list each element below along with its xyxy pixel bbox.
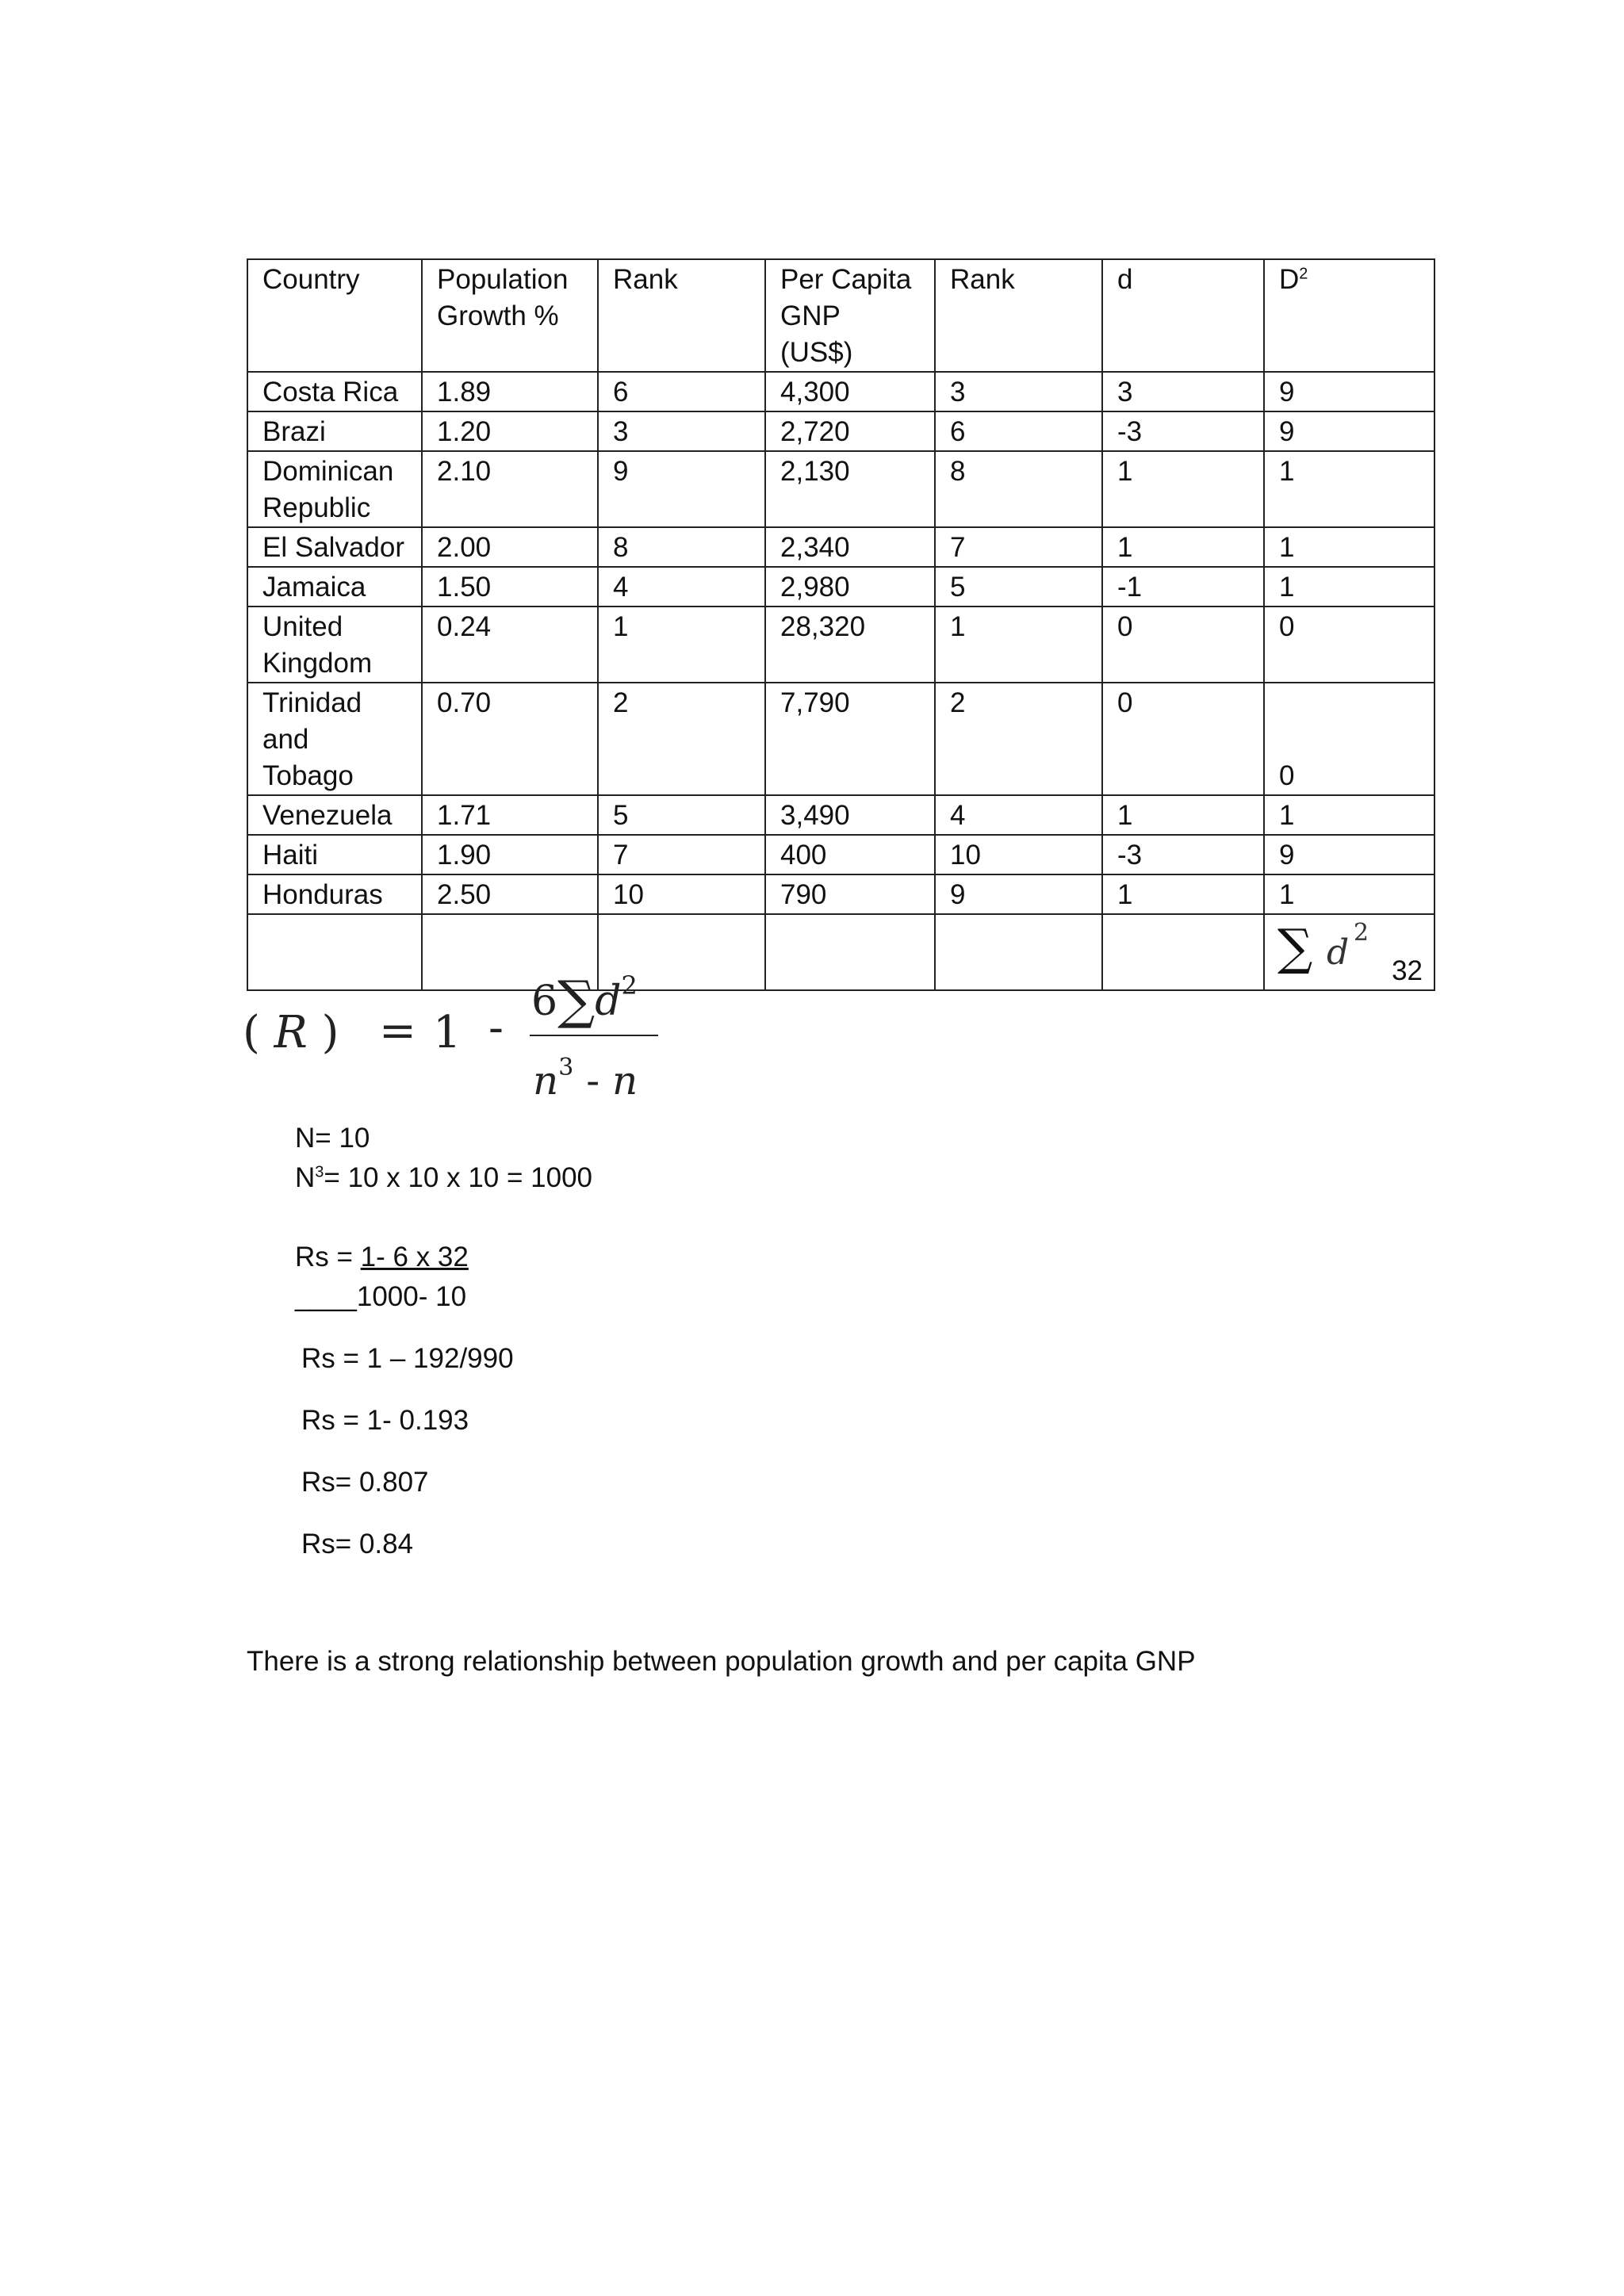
cell-d: -1	[1102, 567, 1264, 607]
header-rank-population: Rank	[598, 259, 765, 372]
cell-country: Jamaica	[247, 567, 422, 607]
cell-rank-gnp: 7	[935, 527, 1102, 567]
calc-step-1: Rs = 1 – 192/990	[301, 1343, 514, 1374]
formula-lhs	[243, 1009, 339, 1057]
cell-rank-gnp: 6	[935, 411, 1102, 451]
denominator-var1: n	[533, 1058, 559, 1104]
cell-rank-gnp: 2	[935, 683, 1102, 795]
cell-d: 1	[1102, 874, 1264, 914]
header-country: Country	[247, 259, 422, 372]
cell-d: -3	[1102, 835, 1264, 874]
cell-rank-gnp: 10	[935, 835, 1102, 874]
formula-lhs-var: R	[274, 1007, 308, 1058]
rs-numerator: 1- 6 x 32	[360, 1242, 469, 1272]
table-row	[247, 411, 1434, 451]
cell-d-squared: 9	[1264, 372, 1434, 411]
cell-rank-population: 5	[598, 795, 765, 835]
formula-lhs-open: (	[243, 1007, 274, 1058]
table-row	[247, 607, 1434, 683]
cell-country: Trinidad and Tobago	[247, 683, 422, 795]
sigma-symbol: ∑	[1277, 918, 1313, 976]
cell-d: 0	[1102, 683, 1264, 795]
formula-one: 1	[433, 1007, 462, 1058]
cell-population-growth: 1.50	[422, 567, 598, 607]
calc-step-3: Rs= 0.807	[301, 1467, 429, 1498]
ranking-table	[247, 258, 1435, 991]
cell-rank-gnp: 9	[935, 874, 1102, 914]
cell-d: 3	[1102, 372, 1264, 411]
cell-d: 0	[1102, 607, 1264, 683]
numerator-variable: d	[595, 978, 622, 1025]
numerator-sigma: ∑	[557, 970, 596, 1031]
cell-per-capita-gnp: 4,300	[765, 372, 935, 411]
header-population-growth: Population Growth %	[422, 259, 598, 372]
table-row	[247, 835, 1434, 874]
cell-country: Haiti	[247, 835, 422, 874]
cell-rank-population: 4	[598, 567, 765, 607]
n-line: N= 10	[295, 1123, 370, 1154]
denominator-minus: -	[573, 1058, 612, 1104]
rs-denominator-line	[295, 1280, 466, 1314]
cell-population-growth: 2.50	[422, 874, 598, 914]
table-row	[247, 795, 1434, 835]
cell-per-capita-gnp: 3,490	[765, 795, 935, 835]
cell-country: United Kingdom	[247, 607, 422, 683]
cell-rank-population: 1	[598, 607, 765, 683]
n-cubed-line	[295, 1161, 592, 1196]
cell-per-capita-gnp: 28,320	[765, 607, 935, 683]
cell-d-squared: 1	[1264, 795, 1434, 835]
formula-numerator	[531, 962, 638, 1031]
rs-prefix: Rs =	[295, 1242, 361, 1272]
formula-equals: =	[379, 1005, 416, 1057]
cell-d: 1	[1102, 527, 1264, 567]
table-row	[247, 451, 1434, 527]
cell-d-squared: 9	[1264, 835, 1434, 874]
calc-step-2: Rs = 1- 0.193	[301, 1405, 469, 1436]
fraction-bar	[530, 1035, 658, 1036]
formula-denominator	[533, 1044, 638, 1104]
cell-population-growth: 0.70	[422, 683, 598, 795]
n-cubed-exp: 3	[315, 1163, 324, 1181]
formula-lhs-close: )	[307, 1007, 339, 1058]
header-per-capita-gnp: Per Capita GNP (US$)	[765, 259, 935, 372]
header-d: d	[1102, 259, 1264, 372]
calc-step-4: Rs= 0.84	[301, 1529, 414, 1559]
table-row	[247, 372, 1434, 411]
cell-rank-population: 3	[598, 411, 765, 451]
cell-population-growth: 1.20	[422, 411, 598, 451]
cell-rank-gnp: 1	[935, 607, 1102, 683]
sum-empty-cell	[935, 914, 1102, 990]
sum-d-squared-cell	[1264, 914, 1434, 990]
cell-rank-gnp: 4	[935, 795, 1102, 835]
sum-empty-cell	[1102, 914, 1264, 990]
cell-population-growth: 1.89	[422, 372, 598, 411]
cell-rank-gnp: 8	[935, 451, 1102, 527]
cell-d-squared: 1	[1264, 567, 1434, 607]
cell-d-squared: 9	[1264, 411, 1434, 451]
numerator-exponent: 2	[621, 970, 638, 1001]
cell-country: Brazi	[247, 411, 422, 451]
n-cubed-base: N	[295, 1162, 316, 1193]
sum-variable: d	[1327, 932, 1350, 973]
cell-population-growth: 2.10	[422, 451, 598, 527]
cell-per-capita-gnp: 400	[765, 835, 935, 874]
cell-country: Honduras	[247, 874, 422, 914]
table-row	[247, 683, 1434, 795]
cell-country: Venezuela	[247, 795, 422, 835]
cell-rank-population: 10	[598, 874, 765, 914]
cell-rank-gnp: 3	[935, 372, 1102, 411]
formula-minus: -	[488, 1002, 504, 1054]
header-d-squared-base: D	[1279, 264, 1300, 295]
cell-per-capita-gnp: 2,340	[765, 527, 935, 567]
rs-denominator-blank: ____	[295, 1281, 357, 1312]
denominator-var2: n	[611, 1058, 638, 1104]
cell-per-capita-gnp: 790	[765, 874, 935, 914]
cell-rank-population: 8	[598, 527, 765, 567]
table-row	[247, 527, 1434, 567]
cell-d-squared: 0	[1264, 607, 1434, 683]
cell-rank-population: 2	[598, 683, 765, 795]
numerator-coefficient: 6	[531, 978, 558, 1025]
cell-population-growth: 1.90	[422, 835, 598, 874]
cell-d-squared: 0	[1264, 683, 1434, 795]
cell-population-growth: 2.00	[422, 527, 598, 567]
header-d-squared	[1264, 259, 1434, 372]
cell-country: El Salvador	[247, 527, 422, 567]
cell-d-squared: 1	[1264, 874, 1434, 914]
rs-fraction-line	[295, 1240, 469, 1275]
sum-exponent: 2	[1354, 919, 1369, 947]
conclusion-text: There is a strong relationship between population growth and per capita GNP	[247, 1646, 1196, 1677]
cell-per-capita-gnp: 2,720	[765, 411, 935, 451]
cell-d-squared: 1	[1264, 527, 1434, 567]
sum-d-squared-value: 32	[1392, 955, 1423, 986]
cell-d: 1	[1102, 451, 1264, 527]
cell-d: -3	[1102, 411, 1264, 451]
header-row	[247, 259, 1434, 372]
header-d-squared-exp: 2	[1299, 265, 1308, 283]
header-rank-gnp: Rank	[935, 259, 1102, 372]
table-row	[247, 567, 1434, 607]
cell-rank-population: 9	[598, 451, 765, 527]
sum-empty-cell	[765, 914, 935, 990]
cell-country: Dominican Republic	[247, 451, 422, 527]
cell-d-squared: 1	[1264, 451, 1434, 527]
cell-population-growth: 1.71	[422, 795, 598, 835]
cell-rank-population: 7	[598, 835, 765, 874]
cell-per-capita-gnp: 7,790	[765, 683, 935, 795]
table-row	[247, 874, 1434, 914]
cell-rank-population: 6	[598, 372, 765, 411]
cell-population-growth: 0.24	[422, 607, 598, 683]
cell-country: Costa Rica	[247, 372, 422, 411]
cell-per-capita-gnp: 2,130	[765, 451, 935, 527]
cell-per-capita-gnp: 2,980	[765, 567, 935, 607]
rs-denominator: 1000- 10	[356, 1281, 467, 1312]
n-cubed-rest: = 10 x 10 x 10 = 1000	[324, 1162, 593, 1193]
denominator-exponent: 3	[558, 1054, 574, 1081]
cell-d: 1	[1102, 795, 1264, 835]
cell-rank-gnp: 5	[935, 567, 1102, 607]
spearman-formula	[243, 955, 687, 1104]
